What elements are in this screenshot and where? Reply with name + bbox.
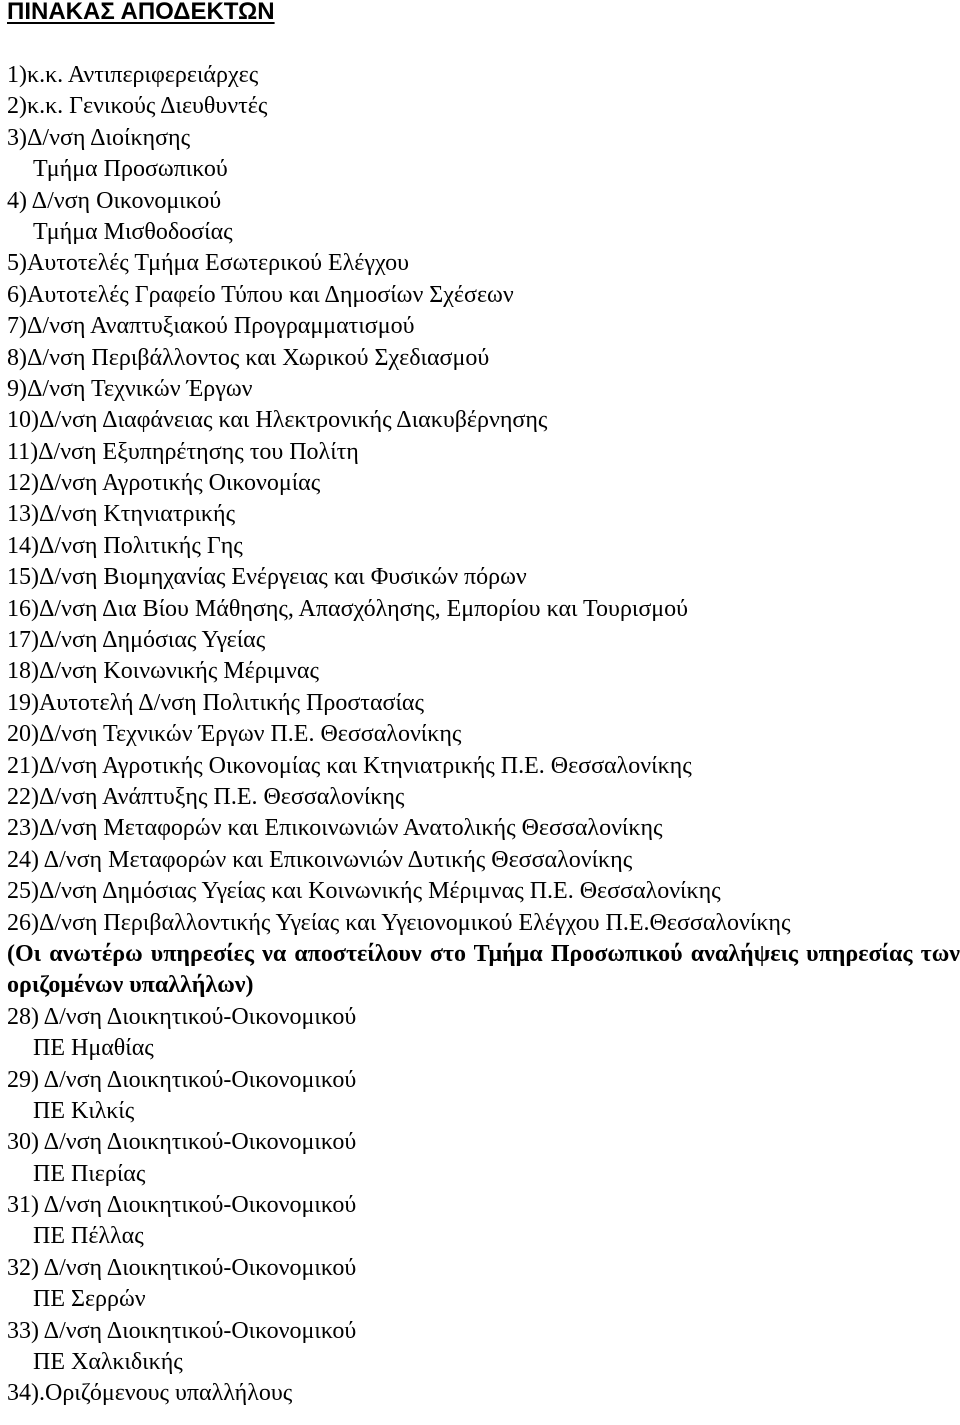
list-item: 17)Δ/νση Δημόσιας Υγείας — [7, 627, 266, 654]
list-subitem: ΠΕ Κιλκίς — [33, 1097, 135, 1124]
list-item: 2)κ.κ. Γενικούς Διευθυντές — [7, 93, 268, 120]
list-subitem: ΠΕ Πέλλας — [33, 1223, 144, 1250]
list-item: 12)Δ/νση Αγροτικής Οικονομίας — [7, 470, 321, 497]
list-item: 22)Δ/νση Ανάπτυξης Π.Ε. Θεσσαλονίκης — [7, 783, 405, 810]
list-item: 25)Δ/νση Δημόσιας Υγείας και Κοινωνικής Μέριμνας Π.Ε. Θεσσαλονίκης — [7, 878, 721, 905]
list-item: 32) Δ/νση Διοικητικού-Οικονομικού — [7, 1254, 357, 1281]
page-title: ΠΙΝΑΚΑΣ ΑΠΟΔΕΚΤΩΝ — [7, 0, 275, 25]
list-item: 23)Δ/νση Μεταφορών και Επικοινωνιών Ανατολικής Θεσσαλονίκης — [7, 815, 663, 842]
list-item: 29) Δ/νση Διοικητικού-Οικονομικού — [7, 1066, 357, 1093]
list-item: 33) Δ/νση Διοικητικού-Οικονομικού — [7, 1317, 357, 1344]
list-item: 5)Αυτοτελές Τμήμα Εσωτερικού Ελέγχου — [7, 250, 409, 277]
list-item: 16)Δ/νση Δια Βίου Μάθησης, Απασχόλησης, Εμπορίου και Τουρισμού — [7, 595, 689, 622]
list-item: 10)Δ/νση Διαφάνειας και Ηλεκτρονικής Διακυβέρνησης — [7, 407, 548, 434]
list-subitem: ΠΕ Πιερίας — [33, 1160, 146, 1187]
list-item: 11)Δ/νση Εξυπηρέτησης του Πολίτη — [7, 438, 359, 465]
list-item: 4) Δ/νση Οικονομικού — [7, 187, 222, 214]
list-item: 1)κ.κ. Αντιπεριφερειάρχες — [7, 62, 259, 88]
list-item: 21)Δ/νση Αγροτικής Οικονομίας και Κτηνιατρικής Π.Ε. Θεσσαλονίκης — [7, 752, 692, 779]
list-item: 18)Δ/νση Κοινωνικής Μέριμνας — [7, 658, 319, 685]
list-item: 26)Δ/νση Περιβαλλοντικής Υγείας και Υγειονομικού Ελέγχου Π.Ε.Θεσσαλονίκης — [7, 909, 791, 936]
list-item: 14)Δ/νση Πολιτικής Γης — [7, 532, 243, 559]
list-item: 28) Δ/νση Διοικητικού-Οικονομικού — [7, 1003, 357, 1030]
list-item: 24) Δ/νση Μεταφορών και Επικοινωνιών Δυτικής Θεσσαλονίκης — [7, 846, 633, 873]
list-item: 3)Δ/νση Διοίκησης — [7, 124, 191, 151]
list-subitem: ΠΕ Σερρών — [33, 1286, 146, 1313]
recipients-list — [7, 60, 960, 1410]
list-item: 9)Δ/νση Τεχνικών Έργων — [7, 375, 253, 402]
list-item: 8)Δ/νση Περιβάλλοντος και Χωρικού Σχεδιασμού — [7, 344, 490, 371]
document-page — [7, 0, 960, 1410]
list-item: 13)Δ/νση Κτηνιατρικής — [7, 501, 236, 528]
list-item: 34).Οριζόμενους υπαλλήλους — [7, 1380, 293, 1407]
list-subitem: ΠΕ Χαλκιδικής — [33, 1349, 183, 1376]
list-item: 31) Δ/νση Διοικητικού-Οικονομικού — [7, 1192, 357, 1219]
list-item: 19)Αυτοτελή Δ/νση Πολιτικής Προστασίας — [7, 689, 424, 716]
list-item: 15)Δ/νση Βιομηχανίας Ενέργειας και Φυσικών πόρων — [7, 564, 527, 591]
list-item: 7)Δ/νση Αναπτυξιακού Προγραμματισμού — [7, 313, 415, 340]
list-item: 6)Αυτοτελές Γραφείο Τύπου και Δημοσίων Σχέσεων — [7, 281, 514, 308]
list-subitem: ΠΕ Ημαθίας — [33, 1035, 154, 1062]
list-subitem: Τμήμα Μισθοδοσίας — [33, 218, 233, 245]
list-item: 30) Δ/νση Διοικητικού-Οικονομικού — [7, 1129, 357, 1156]
list-subitem: Τμήμα Προσωπικού — [33, 156, 228, 183]
instruction-note: (Οι ανωτέρω υπηρεσίες να αποστείλουν στο Τμήμα Προσωπικού αναλήψεις υπηρεσίας των οριζομένων υπαλλήλων) — [7, 940, 960, 999]
list-item: 20)Δ/νση Τεχνικών Έργων Π.Ε. Θεσσαλονίκης — [7, 721, 462, 748]
